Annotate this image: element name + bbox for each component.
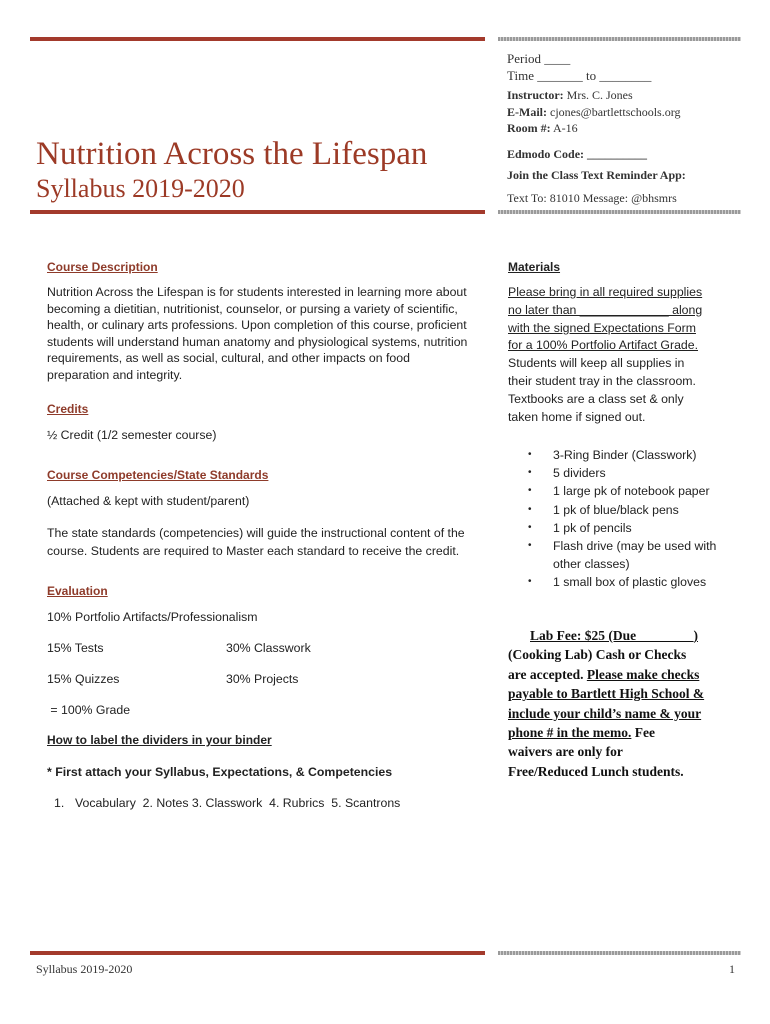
course-description-line: preparation and integrity. bbox=[47, 367, 183, 382]
dividers-list-number: 1. bbox=[54, 796, 65, 810]
room-value: A-16 bbox=[550, 121, 578, 135]
competencies-line: course. Students are required to Master each standard to receive the credit. bbox=[47, 544, 460, 558]
lab-fee-line bbox=[508, 723, 728, 742]
supply-label: 5 dividers bbox=[553, 466, 606, 481]
evaluation-tests: 15% Tests bbox=[47, 641, 104, 655]
bullet-icon: • bbox=[528, 521, 532, 533]
lab-fee-text: Please make checks bbox=[586, 666, 700, 682]
bullet-icon: • bbox=[528, 467, 532, 479]
supply-label: 3-Ring Binder (Classwork) bbox=[553, 448, 697, 462]
lab-fee-line: Lab Fee: $25 (Due ________) bbox=[530, 628, 698, 643]
lab-fee-line: include your child’s name & your bbox=[508, 705, 702, 721]
text-to-line: Text To: 81010 Message: @bhsmrs bbox=[507, 191, 677, 205]
list-item bbox=[528, 573, 728, 591]
materials-plain-line: Textbooks are a class set & only bbox=[508, 391, 684, 406]
lab-fee-text: are accepted. bbox=[508, 666, 587, 682]
instructor-line bbox=[507, 88, 633, 103]
evaluation-quizzes: 15% Quizzes bbox=[47, 672, 120, 686]
supply-label: 1 pk of pencils bbox=[553, 520, 632, 535]
edmodo-code-line: Edmodo Code: __________ bbox=[507, 147, 648, 161]
evaluation-classwork: 30% Classwork bbox=[226, 641, 311, 655]
page-subtitle: Syllabus 2019-2020 bbox=[36, 174, 245, 203]
info-bottom-gray-rule bbox=[498, 210, 741, 214]
lab-fee-line bbox=[508, 665, 728, 684]
credits-text: ½ Credit (1/2 semester course) bbox=[47, 428, 217, 442]
materials-underlined-line: with the signed Expectations Form bbox=[508, 320, 696, 335]
lab-fee-text: phone # in the memo. bbox=[508, 725, 632, 741]
lab-fee-block bbox=[508, 626, 728, 781]
credits-heading: Credits bbox=[47, 402, 89, 416]
lab-fee-line: Free/Reduced Lunch students. bbox=[508, 763, 684, 779]
supply-label: Flash drive (may be used with other classes) bbox=[553, 539, 717, 572]
page-number: 1 bbox=[729, 962, 735, 976]
materials-underlined-line: for a 100% Portfolio Artifact Grade. bbox=[508, 338, 699, 353]
email-line bbox=[507, 105, 680, 120]
competencies-text bbox=[47, 524, 465, 560]
lab-fee-line: payable to Bartlett High School & bbox=[508, 686, 705, 702]
evaluation-total: = 100% Grade bbox=[47, 703, 131, 717]
dividers-list-item: Vocabulary 2. Notes 3. Classwork 4. Rubrics 5. Scantrons bbox=[75, 796, 401, 810]
materials-plain-line: Students will keep all supplies in bbox=[508, 356, 685, 371]
supply-label: 1 large pk of notebook paper bbox=[553, 484, 710, 499]
email-label: E-Mail: bbox=[507, 105, 547, 119]
list-item bbox=[528, 519, 728, 537]
course-description-text bbox=[47, 284, 467, 383]
materials-underlined-line: no later than _____________ along bbox=[508, 302, 703, 317]
materials-heading: Materials bbox=[508, 260, 561, 274]
lab-fee-line: waivers are only for bbox=[508, 744, 623, 760]
instructor-value: Mrs. C. Jones bbox=[563, 88, 633, 102]
footer-gray-rule bbox=[498, 951, 741, 955]
reminder-app-line: Join the Class Text Reminder App: bbox=[507, 168, 686, 182]
bullet-icon: • bbox=[528, 576, 532, 588]
footer-red-rule bbox=[30, 951, 485, 955]
course-description-line: health, or culinary arts professions. Upon completion of this course, proficient bbox=[47, 318, 467, 332]
list-item bbox=[528, 501, 728, 519]
supply-label: 1 pk of blue/black pens bbox=[553, 502, 679, 517]
instructor-label: Instructor: bbox=[507, 88, 564, 102]
supply-label: 1 small box of plastic gloves bbox=[553, 575, 707, 590]
footer-label: Syllabus 2019-2020 bbox=[36, 962, 133, 976]
course-description-line: Nutrition Across the Lifespan is for students interested in learning more about bbox=[47, 285, 467, 299]
bullet-icon: • bbox=[528, 485, 532, 497]
top-left-red-rule bbox=[30, 37, 485, 41]
course-description-heading: Course Description bbox=[47, 260, 158, 274]
room-label: Room #: bbox=[507, 121, 551, 135]
list-item bbox=[528, 482, 728, 500]
attach-note: * First attach your Syllabus, Expectations, & Competencies bbox=[47, 765, 393, 779]
evaluation-heading: Evaluation bbox=[47, 584, 108, 598]
list-item bbox=[528, 537, 728, 573]
list-item bbox=[528, 446, 728, 464]
materials-plain-line: their student tray in the classroom. bbox=[508, 373, 696, 388]
lab-fee-line: (Cooking Lab) Cash or Checks bbox=[508, 647, 687, 663]
materials-plain-line: taken home if signed out. bbox=[508, 409, 646, 424]
evaluation-portfolio: 10% Portfolio Artifacts/Professionalism bbox=[47, 610, 258, 624]
room-line bbox=[507, 121, 578, 136]
top-right-gray-rule bbox=[498, 37, 741, 41]
supplies-list bbox=[528, 446, 728, 592]
email-value[interactable]: cjones@bartlettschools.org bbox=[547, 105, 681, 119]
materials-text bbox=[508, 284, 702, 426]
competencies-note: (Attached & kept with student/parent) bbox=[47, 494, 250, 508]
title-bottom-red-rule bbox=[30, 210, 485, 214]
bullet-icon: • bbox=[528, 540, 532, 552]
period-line: Period ____ bbox=[507, 51, 571, 66]
competencies-heading: Course Competencies/State Standards bbox=[47, 468, 269, 482]
list-item bbox=[528, 464, 728, 482]
bullet-icon: • bbox=[528, 503, 532, 515]
competencies-line: The state standards (competencies) will guide the instructional content of the bbox=[47, 526, 465, 540]
time-line: Time _______ to ________ bbox=[507, 68, 652, 83]
bullet-icon: • bbox=[528, 449, 532, 460]
lab-fee-text: Fee bbox=[631, 725, 655, 741]
page-title: Nutrition Across the Lifespan bbox=[36, 136, 428, 172]
dividers-heading: How to label the dividers in your binder bbox=[47, 733, 272, 747]
materials-underlined-line: Please bring in all required supplies bbox=[508, 285, 703, 299]
course-description-line: requirements, as well as social, cultural, and other impacts on food bbox=[47, 351, 410, 365]
course-description-line: becoming a dietitian, nutritionist, counselor, or pursing a variety of scientific, bbox=[47, 301, 458, 316]
evaluation-projects: 30% Projects bbox=[226, 672, 299, 686]
course-description-line: students will understand human anatomy and physiological systems, nutrition bbox=[47, 334, 468, 349]
